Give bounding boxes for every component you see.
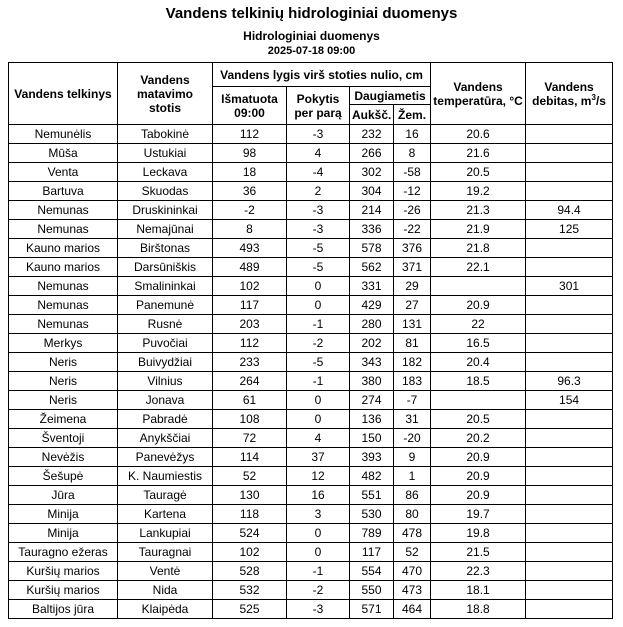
cell-measured: 72 [213,429,287,448]
cell-change: -1 [287,562,350,581]
cell-station: K. Naumiestis [118,467,213,486]
cell-discharge [526,163,613,182]
cell-change: -5 [287,353,350,372]
cell-measured: 489 [213,258,287,277]
table-row [9,239,613,258]
cell-discharge [526,486,613,505]
cell-station: Druskininkai [118,201,213,220]
cell-discharge [526,410,613,429]
header-discharge [526,63,613,125]
cell-low: 86 [394,486,431,505]
cell-water-body: Nemunėlis [9,125,118,144]
header-measured: Išmatuota 09:00 [213,87,287,125]
cell-temperature: 21.5 [431,543,526,562]
cell-high: 482 [350,467,394,486]
cell-measured: 524 [213,524,287,543]
cell-change: 0 [287,524,350,543]
cell-water-body: Šešupė [9,467,118,486]
cell-station: Nida [118,581,213,600]
cell-measured: 108 [213,410,287,429]
table-row [9,391,613,410]
cell-change: -3 [287,220,350,239]
cell-temperature: 20.9 [431,467,526,486]
cell-temperature: 18.8 [431,600,526,619]
cell-water-body: Nemunas [9,315,118,334]
cell-measured: 203 [213,315,287,334]
cell-low: 473 [394,581,431,600]
cell-measured: -2 [213,201,287,220]
cell-low: 371 [394,258,431,277]
cell-measured: 98 [213,144,287,163]
cell-discharge: 96.3 [526,372,613,391]
cell-change: 0 [287,543,350,562]
cell-temperature: 21.9 [431,220,526,239]
cell-measured: 493 [213,239,287,258]
cell-low: 1 [394,467,431,486]
table-row [9,144,613,163]
cell-measured: 61 [213,391,287,410]
cell-water-body: Kauno marios [9,258,118,277]
cell-temperature [431,277,526,296]
cell-low: 31 [394,410,431,429]
cell-temperature: 20.2 [431,429,526,448]
cell-measured: 8 [213,220,287,239]
cell-change: 16 [287,486,350,505]
cell-discharge [526,258,613,277]
cell-low: 52 [394,543,431,562]
cell-discharge [526,429,613,448]
table-row [9,600,613,619]
table-row [9,410,613,429]
cell-station: Smalininkai [118,277,213,296]
cell-water-body: Nevėžis [9,448,118,467]
cell-change: -5 [287,258,350,277]
cell-water-body: Neris [9,391,118,410]
cell-station: Vilnius [118,372,213,391]
cell-discharge [526,239,613,258]
cell-high: 202 [350,334,394,353]
cell-change: 2 [287,182,350,201]
cell-low: 464 [394,600,431,619]
cell-station: Jonava [118,391,213,410]
cell-temperature: 20.6 [431,125,526,144]
table-row [9,543,613,562]
cell-temperature: 20.5 [431,410,526,429]
cell-high: 393 [350,448,394,467]
cell-discharge [526,543,613,562]
cell-change: 0 [287,391,350,410]
cell-change: 12 [287,467,350,486]
cell-measured: 102 [213,277,287,296]
cell-discharge [526,524,613,543]
table-body [9,125,613,619]
cell-station: Pabradė [118,410,213,429]
cell-temperature: 16.5 [431,334,526,353]
cell-high: 578 [350,239,394,258]
cell-low: 80 [394,505,431,524]
table-row [9,581,613,600]
table-row [9,220,613,239]
cell-low: -58 [394,163,431,182]
cell-low: 470 [394,562,431,581]
table-row [9,201,613,220]
cell-station: Anykščiai [118,429,213,448]
table-row [9,467,613,486]
cell-change: -4 [287,163,350,182]
cell-change: -3 [287,600,350,619]
cell-temperature: 18.1 [431,581,526,600]
cell-measured: 114 [213,448,287,467]
table-row [9,429,613,448]
cell-low: 376 [394,239,431,258]
hydrology-table [8,62,613,619]
cell-high: 304 [350,182,394,201]
cell-water-body: Šventoji [9,429,118,448]
cell-station: Skuodas [118,182,213,201]
cell-measured: 18 [213,163,287,182]
cell-water-body: Nemunas [9,201,118,220]
cell-discharge [526,125,613,144]
cell-high: 429 [350,296,394,315]
report [0,5,623,619]
table-row [9,163,613,182]
cell-low: 478 [394,524,431,543]
cell-water-body: Kuršių marios [9,581,118,600]
cell-temperature: 19.7 [431,505,526,524]
cell-measured: 264 [213,372,287,391]
page-title: Vandens telkinių hidrologiniai duomenys [165,5,458,22]
table-row [9,524,613,543]
cell-measured: 532 [213,581,287,600]
cell-station: Darsūniškis [118,258,213,277]
cell-discharge [526,581,613,600]
cell-temperature: 22.1 [431,258,526,277]
cell-temperature [431,391,526,410]
cell-high: 274 [350,391,394,410]
cell-discharge: 301 [526,277,613,296]
header-level-group: Vandens lygis virš stoties nulio, cm [213,63,431,87]
cell-water-body: Nemunas [9,296,118,315]
cell-measured: 102 [213,543,287,562]
cell-high: 343 [350,353,394,372]
cell-high: 550 [350,581,394,600]
cell-temperature: 22.3 [431,562,526,581]
table-row [9,372,613,391]
cell-low: -22 [394,220,431,239]
cell-station: Ustukiai [118,144,213,163]
cell-discharge [526,353,613,372]
cell-station: Tauragė [118,486,213,505]
cell-water-body: Minija [9,505,118,524]
cell-discharge [526,562,613,581]
cell-high: 302 [350,163,394,182]
cell-change: 0 [287,296,350,315]
table-row [9,562,613,581]
cell-high: 562 [350,258,394,277]
cell-water-body: Kuršių marios [9,562,118,581]
header-discharge-prefix: Vandens debitas, m [532,79,594,108]
table-row [9,448,613,467]
cell-high: 380 [350,372,394,391]
cell-station: Tabokinė [118,125,213,144]
cell-station: Rusnė [118,315,213,334]
cell-measured: 112 [213,125,287,144]
header-temperature: Vandens temperatūra, °C [431,63,526,125]
cell-temperature: 18.5 [431,372,526,391]
cell-station: Nemajūnai [118,220,213,239]
cell-discharge [526,600,613,619]
cell-water-body: Mūša [9,144,118,163]
cell-high: 571 [350,600,394,619]
cell-high: 214 [350,201,394,220]
cell-measured: 52 [213,467,287,486]
cell-station: Tauragnai [118,543,213,562]
cell-temperature: 21.3 [431,201,526,220]
cell-measured: 118 [213,505,287,524]
cell-temperature: 19.2 [431,182,526,201]
cell-station: Panevėžys [118,448,213,467]
cell-temperature: 20.9 [431,448,526,467]
cell-low: -12 [394,182,431,201]
header-change: Pokytis per parą [287,87,350,125]
cell-water-body: Nemunas [9,277,118,296]
cell-water-body: Neris [9,353,118,372]
cell-discharge [526,315,613,334]
report-date: 2025-07-18 09:00 [267,45,356,57]
cell-water-body: Nemunas [9,220,118,239]
cell-change: 3 [287,505,350,524]
cell-low: -26 [394,201,431,220]
cell-change: -1 [287,315,350,334]
cell-high: 789 [350,524,394,543]
cell-temperature: 20.9 [431,296,526,315]
cell-low: -7 [394,391,431,410]
cell-high: 331 [350,277,394,296]
cell-station: Birštonas [118,239,213,258]
cell-low: 8 [394,144,431,163]
table-row [9,505,613,524]
cell-high: 554 [350,562,394,581]
cell-low: 29 [394,277,431,296]
cell-measured: 130 [213,486,287,505]
cell-discharge [526,144,613,163]
cell-temperature: 20.9 [431,486,526,505]
cell-water-body: Tauragno ežeras [9,543,118,562]
cell-low: 16 [394,125,431,144]
header-low: Žem. [394,105,431,125]
cell-high: 117 [350,543,394,562]
cell-measured: 525 [213,600,287,619]
cell-measured: 112 [213,334,287,353]
cell-discharge [526,182,613,201]
cell-water-body: Venta [9,163,118,182]
cell-low: 9 [394,448,431,467]
cell-temperature: 20.5 [431,163,526,182]
cell-high: 150 [350,429,394,448]
cell-discharge [526,467,613,486]
cell-temperature: 21.8 [431,239,526,258]
cell-low: 183 [394,372,431,391]
header-discharge-sup: 3 [591,92,596,102]
cell-water-body: Merkys [9,334,118,353]
cell-temperature: 22 [431,315,526,334]
cell-station: Buivydžiai [118,353,213,372]
cell-low: -20 [394,429,431,448]
cell-temperature: 20.4 [431,353,526,372]
table-row [9,486,613,505]
cell-measured: 117 [213,296,287,315]
cell-measured: 233 [213,353,287,372]
table-row [9,296,613,315]
cell-high: 551 [350,486,394,505]
cell-discharge: 125 [526,220,613,239]
cell-measured: 36 [213,182,287,201]
header-high: Aukšč. [350,105,394,125]
cell-station: Kartena [118,505,213,524]
cell-high: 266 [350,144,394,163]
cell-temperature: 19.8 [431,524,526,543]
cell-change: 0 [287,277,350,296]
header-multiyear: Daugiametis [350,87,431,105]
cell-station: Panemunė [118,296,213,315]
page-subtitle: Hidrologiniai duomenys [243,29,380,43]
cell-low: 131 [394,315,431,334]
cell-low: 27 [394,296,431,315]
cell-temperature: 21.6 [431,144,526,163]
cell-low: 182 [394,353,431,372]
cell-high: 530 [350,505,394,524]
cell-discharge [526,448,613,467]
cell-change: -3 [287,125,350,144]
cell-water-body: Jūra [9,486,118,505]
cell-water-body: Neris [9,372,118,391]
cell-station: Puvočiai [118,334,213,353]
cell-change: -3 [287,201,350,220]
cell-change: -2 [287,581,350,600]
table-row [9,258,613,277]
cell-measured: 528 [213,562,287,581]
table-row [9,353,613,372]
cell-low: 81 [394,334,431,353]
table-row [9,277,613,296]
cell-change: 4 [287,144,350,163]
cell-station: Ventė [118,562,213,581]
cell-high: 232 [350,125,394,144]
cell-water-body: Žeimena [9,410,118,429]
cell-high: 136 [350,410,394,429]
header-station: Vandens matavimo stotis [118,63,213,125]
table-row [9,315,613,334]
cell-change: 4 [287,429,350,448]
cell-station: Lankupiai [118,524,213,543]
table-row [9,182,613,201]
cell-station: Leckava [118,163,213,182]
cell-change: -1 [287,372,350,391]
cell-change: -2 [287,334,350,353]
cell-change: 37 [287,448,350,467]
cell-high: 336 [350,220,394,239]
cell-discharge: 94.4 [526,201,613,220]
header-discharge-suffix: /s [595,93,606,108]
cell-discharge [526,296,613,315]
cell-discharge [526,334,613,353]
table-row [9,125,613,144]
cell-water-body: Minija [9,524,118,543]
cell-change: 0 [287,410,350,429]
cell-water-body: Baltijos jūra [9,600,118,619]
cell-station: Klaipėda [118,600,213,619]
table-row [9,334,613,353]
cell-change: -5 [287,239,350,258]
cell-water-body: Bartuva [9,182,118,201]
cell-water-body: Kauno marios [9,239,118,258]
cell-discharge: 154 [526,391,613,410]
cell-discharge [526,505,613,524]
cell-high: 280 [350,315,394,334]
header-water-body: Vandens telkinys [9,63,118,125]
